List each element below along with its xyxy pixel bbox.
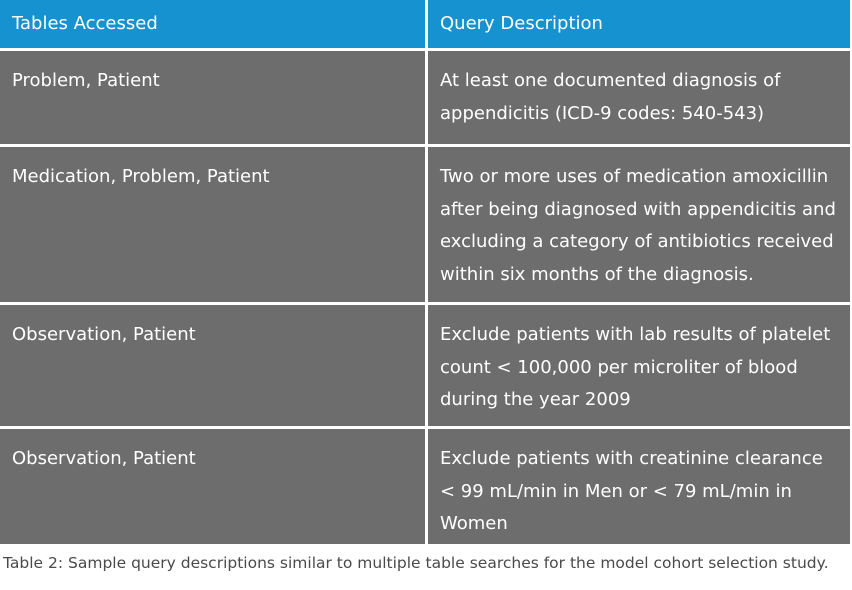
description-cell: [425, 51, 850, 144]
tables-cell: Problem, Patient: [12, 70, 160, 91]
table-header-row: [0, 0, 850, 48]
description-line: Two or more uses of medication amoxicillin: [440, 166, 829, 187]
description-line: At least one documented diagnosis of: [440, 70, 781, 91]
tables-cell: Medication, Problem, Patient: [12, 166, 270, 187]
description-line: after being diagnosed with appendicitis and: [440, 198, 836, 220]
description-line: excluding a category of antibiotics received: [440, 231, 834, 252]
tables-cell: Observation, Patient: [12, 448, 196, 469]
description-line: < 99 mL/min in Men or < 79 mL/min in: [440, 480, 792, 502]
tables-cell: Observation, Patient: [12, 324, 196, 345]
description-line: count < 100,000 per microliter of blood: [440, 356, 798, 378]
description-line: Women: [440, 513, 508, 534]
description-line: during the year 2009: [440, 389, 631, 410]
header-query-description: Query Description: [425, 0, 850, 48]
description-line: Exclude patients with creatinine clearance: [440, 448, 823, 469]
description-cell: [425, 305, 850, 426]
header-tables-accessed: Tables Accessed: [12, 13, 158, 34]
description-line: within six months of the diagnosis.: [440, 263, 754, 285]
description-line: appendicitis (ICD-9 codes: 540-543): [440, 102, 765, 124]
table-row: [0, 426, 850, 544]
table-row: [0, 302, 850, 426]
description-cell: [425, 147, 850, 302]
table-row: [0, 48, 850, 144]
description-cell: [425, 429, 850, 544]
table-row: [0, 144, 850, 302]
description-line: Exclude patients with lab results of platelet: [440, 324, 831, 345]
table-caption: Table 2: Sample query descriptions similar to multiple table searches for the model cohort selection study.: [3, 554, 829, 572]
